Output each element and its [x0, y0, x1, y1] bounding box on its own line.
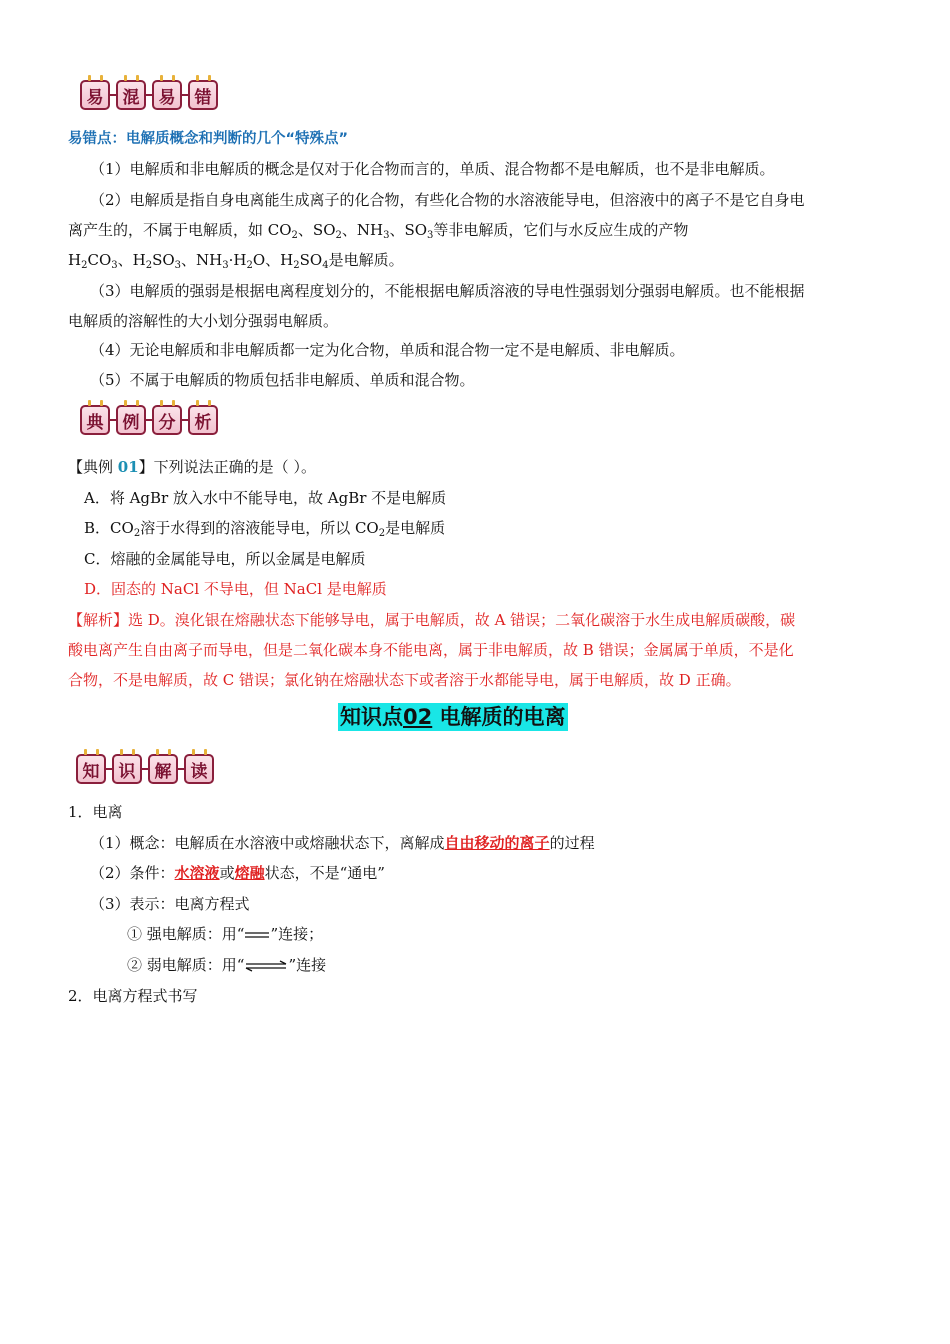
badge-char: 析	[188, 405, 218, 435]
mistake-point-5: （5）不属于电解质的物质包括非电解质、单质和混合物。	[90, 371, 475, 389]
strong-electrolyte-line: ① 强电解质：用“ ”连接；	[127, 925, 324, 943]
analysis-tag: 【解析】	[68, 611, 129, 629]
option-d-correct: D．固态的 NaCl 不导电，但 NaCl 是电解质	[84, 580, 387, 598]
knowledge-item-2: 2．电离方程式书写	[68, 987, 198, 1005]
weak-electrolyte-line: ② 弱电解质：用“ ”连接	[127, 956, 327, 974]
mistake-point-2-line1: （2）电解质是指自身电离能生成离子的化合物，有些化合物的水溶液能导电，但溶液中的离子不是它自身电	[90, 191, 805, 209]
badge-char: 分	[152, 405, 182, 435]
equals-symbol-icon	[244, 930, 270, 940]
badge-char: 例	[116, 405, 146, 435]
badge-char: 混	[116, 80, 146, 110]
mistake-point-1: （1）电解质和非电解质的概念是仅对于化合物而言的，单质、混合物都不是电解质，也不是非电解质。	[90, 160, 775, 178]
option-b: B．$CO_2$溶于水得到的溶液能导电，所以 $CO_2$是电解质	[84, 519, 446, 539]
mistake-point-3-line1: （3）电解质的强弱是根据电离程度划分的，不能根据电解质溶液的导电性强弱划分强弱电解质。也不能根据	[90, 282, 805, 300]
ionization-concept: （1）概念：电解质在水溶液中或熔融状态下，离解成自由移动的离子的过程	[90, 834, 595, 852]
reversible-arrow-icon	[244, 960, 288, 972]
knowledge-item-1: 1．电离	[68, 803, 123, 821]
examples-badge-row	[80, 405, 218, 435]
mistake-point-3-line2: 电解质的溶解性的大小划分强弱电解质。	[68, 312, 339, 330]
option-a: A．将 AgBr 放入水中不能导电，故 AgBr 不是电解质	[84, 489, 447, 507]
mistake-point-2-line3: $H_2CO_3$、$H_2SO_3$、$NH_3\cdot H_2O$、$H_2SO_4$是电解质。	[68, 251, 404, 271]
badge-char: 易	[80, 80, 110, 110]
badge-char: 识	[112, 754, 142, 784]
ionization-representation: （3）表示：电离方程式	[90, 895, 250, 913]
ionization-condition: （2）条件：水溶液或熔融状态，不是“通电”	[90, 864, 385, 882]
mistakes-badge-row	[80, 80, 218, 110]
mistake-point-2-line2: 离产生的，不属于电解质，如 $CO_2$、$SO_2$、$NH_3$、$SO_3$等非电解质，它们与水反应生成的产物	[68, 221, 689, 241]
option-c: C．熔融的金属能导电，所以金属是电解质	[84, 550, 366, 568]
mistake-point-4: （4）无论电解质和非电解质都一定为化合物，单质和混合物一定不是电解质、非电解质。	[90, 341, 685, 359]
badge-char: 典	[80, 405, 110, 435]
analysis-line-2: 酸电离产生自由离子而导电，但是二氧化碳本身不能电离，属于非电解质，故 B 错误；金属属于单质，不是化	[68, 641, 794, 659]
analysis-line-1: 【解析】选 D。溴化银在熔融状态下能够导电，属于电解质，故 A 错误；二氧化碳溶于水生成电解质碳酸，碳	[68, 611, 796, 629]
badge-char: 知	[76, 754, 106, 784]
knowledge-badge-row	[76, 754, 214, 784]
badge-char: 解	[148, 754, 178, 784]
mistake-title: 易错点：电解质概念和判断的几个“特殊点”	[68, 131, 349, 147]
example-question: 【典例 01】下列说法正确的是（ ）。	[68, 458, 316, 476]
badge-char: 读	[184, 754, 214, 784]
analysis-line-3: 合物，不是电解质，故 C 错误；氯化钠在熔融状态下或者溶于水都能导电，属于电解质，故 D 正确。	[68, 671, 741, 689]
section-heading: 知识点02 电解质的电离	[340, 705, 566, 729]
badge-char: 错	[188, 80, 218, 110]
badge-char: 易	[152, 80, 182, 110]
